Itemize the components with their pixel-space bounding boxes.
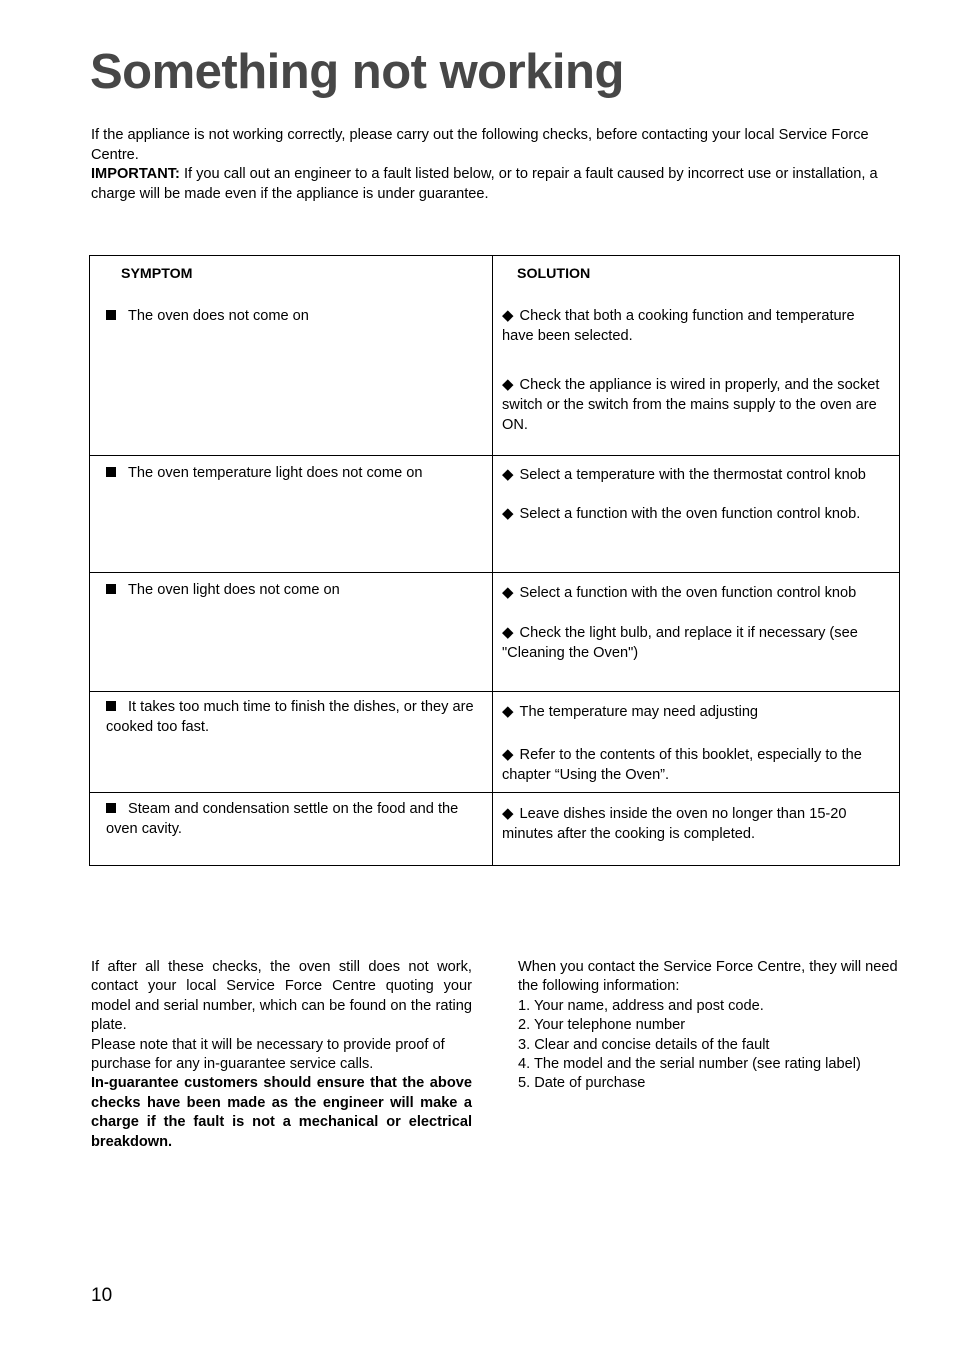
solution-header: SOLUTION	[517, 266, 591, 282]
symptom-text: It takes too much time to finish the dishes, or they are cooked too fast.	[106, 699, 474, 735]
table-row	[90, 256, 900, 456]
solution-cell	[493, 793, 900, 866]
diamond-bullet-icon: ◆	[502, 307, 514, 324]
square-bullet-icon	[106, 584, 116, 594]
list-item: 1. Your name, address and post code.	[518, 997, 764, 1014]
diamond-bullet-icon: ◆	[502, 703, 514, 720]
solution-item: ◆ Check that both a cooking function and temperature have been selected.	[502, 307, 855, 344]
page-title: Something not working	[90, 45, 624, 99]
symptom-text: The oven temperature light does not come on	[128, 465, 423, 481]
paragraph: Please note that it will be necessary to provide proof of purchase for any in-guarantee service calls.	[91, 1036, 445, 1073]
solution-item: ◆ Refer to the contents of this booklet, especially to the chapter “Using the Oven”.	[502, 746, 862, 783]
solution-item: ◆ Check the appliance is wired in properly, and the socket switch or the switch from the mains supply to the oven are ON.	[502, 376, 880, 433]
solution-cell	[493, 456, 900, 573]
solution-item: ◆ Select a function with the oven function control knob	[502, 584, 857, 601]
symptom-text-block	[90, 692, 492, 737]
diamond-bullet-icon: ◆	[502, 805, 514, 822]
solution-item: ◆ The temperature may need adjusting	[502, 703, 759, 720]
intro-section	[91, 126, 903, 204]
list-item: 4. The model and the serial number (see rating label)	[518, 1056, 861, 1073]
troubleshooting-table	[89, 255, 900, 866]
bold-warning: In-guarantee customers should ensure that the above checks have been made as the engineer will make a charge if the fault is not a mechanical or electrical breakdown.	[91, 1075, 472, 1150]
symptom-cell	[90, 256, 493, 456]
table-row	[90, 692, 900, 793]
page-number: 10	[91, 1285, 113, 1306]
important-label: IMPORTANT:	[91, 166, 180, 182]
intro-text: If the appliance is not working correctly, please carry out the following checks, before contacting your local Service Force Centre.	[91, 127, 869, 163]
solution-item: ◆ Select a function with the oven function control knob.	[502, 505, 861, 522]
symptom-text: The oven does not come on	[128, 308, 309, 324]
diamond-bullet-icon: ◆	[502, 505, 514, 522]
paragraph: If after all these checks, the oven still does not work, contact your local Service Force Centre quoting your model and serial number, which can be found on the rating plate.	[91, 959, 472, 1034]
lower-right-section	[518, 958, 902, 1094]
diamond-bullet-icon: ◆	[502, 376, 514, 393]
symptom-text: Steam and condensation settle on the food and the oven cavity.	[106, 801, 459, 837]
information-list	[518, 997, 902, 1094]
table-row	[90, 793, 900, 866]
important-text: If you call out an engineer to a fault listed below, or to repair a fault caused by incorrect use or installation, a charge will be made even if the appliance is under guarantee.	[91, 166, 878, 202]
symptom-cell	[90, 456, 493, 573]
lower-left-section	[91, 958, 472, 1152]
square-bullet-icon	[106, 803, 116, 813]
square-bullet-icon	[106, 701, 116, 711]
solution-cell	[493, 256, 900, 456]
square-bullet-icon	[106, 310, 116, 320]
solution-item: ◆ Leave dishes inside the oven no longer than 15-20 minutes after the cooking is completed.	[502, 805, 847, 842]
symptom-text-block	[90, 573, 492, 600]
diamond-bullet-icon: ◆	[502, 624, 514, 641]
list-item: 5. Date of purchase	[518, 1075, 646, 1092]
symptom-cell	[90, 573, 493, 692]
list-item: 3. Clear and concise details of the fault	[518, 1036, 770, 1053]
symptom-text-block	[90, 456, 492, 483]
square-bullet-icon	[106, 467, 116, 477]
solution-cell	[493, 692, 900, 793]
paragraph: When you contact the Service Force Centre, they will need the following information:	[518, 959, 898, 995]
table-row	[90, 573, 900, 692]
solution-cell	[493, 573, 900, 692]
symptom-cell	[90, 692, 493, 793]
important-note	[91, 165, 903, 204]
solution-item: ◆ Check the light bulb, and replace it if necessary (see "Cleaning the Oven")	[502, 624, 858, 661]
diamond-bullet-icon: ◆	[502, 746, 514, 763]
symptom-text-block	[90, 300, 492, 326]
diamond-bullet-icon: ◆	[502, 584, 514, 601]
diamond-bullet-icon: ◆	[502, 466, 514, 483]
symptom-cell	[90, 793, 493, 866]
solution-item: ◆ Select a temperature with the thermostat control knob	[502, 466, 866, 483]
symptom-text: The oven light does not come on	[128, 582, 340, 598]
list-item: 2. Your telephone number	[518, 1017, 686, 1034]
symptom-text-block	[90, 793, 492, 839]
symptom-header: SYMPTOM	[121, 266, 193, 282]
table-row	[90, 456, 900, 573]
